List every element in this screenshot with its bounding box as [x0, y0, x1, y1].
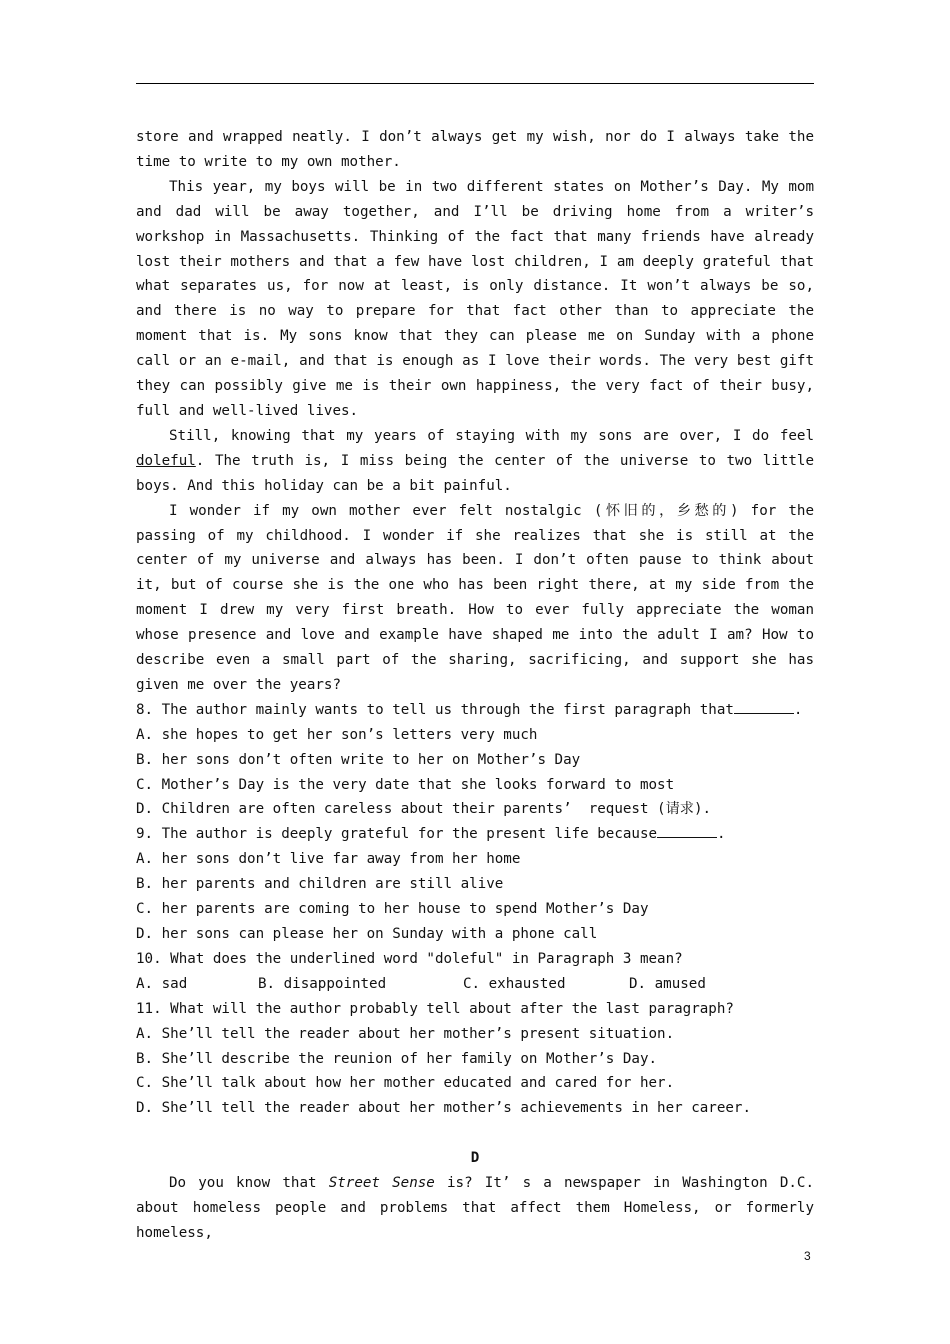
- option-8a: A. she hopes to get her son’s letters very much: [136, 726, 538, 743]
- option-9b: B. her parents and children are still alive: [136, 876, 504, 893]
- option-11a: A. She’ll tell the reader about her mother’s present situation.: [136, 1025, 675, 1042]
- option-11b: B. She’ll describe the reunion of her family on Mother’s Day.: [136, 1050, 658, 1067]
- section-d-lead: Do you know that: [169, 1175, 329, 1192]
- question-9: [136, 822, 814, 847]
- option-10b: B. disappointed: [258, 975, 387, 992]
- paragraph-3: [136, 424, 814, 499]
- option-10a: A. sad: [136, 975, 188, 992]
- page-number: 3: [804, 1249, 811, 1263]
- question-10: 10. What does the underlined word "doleful" in Paragraph 3 mean?: [136, 950, 683, 967]
- option-10d: D. amused: [629, 975, 706, 992]
- page-body: [136, 125, 814, 1246]
- paragraph-2: This year, my boys will be in two different states on Mother’s Day. My mom and dad will be away together, and I’ll be driving home from a writer’s workshop in Massachusetts. Thinking of the fact that many friends have already lost their mothers and that a few have lost children, I am deeply grateful that what separates us, for now at least, is only distance. It won’t always be so, and there is no way to prepare for that fact other than to appreciate the moment that is. My sons know that they can please me on Sunday with a phone call or an e-mail, and that is enough as I love their words. The very best gift they can possibly give me is their own happiness, the very fact of their busy, full and well-lived lives.: [136, 178, 814, 419]
- question-9-stem: 9. The author is deeply grateful for the present life because: [136, 826, 658, 843]
- question-11: 11. What will the author probably tell about after the last paragraph?: [136, 1000, 734, 1017]
- option-9c: C. her parents are coming to her house to spend Mother’s Day: [136, 901, 649, 918]
- question-8-stem: 8. The author mainly wants to tell us through the first paragraph that: [136, 701, 734, 718]
- answer-blank: [657, 825, 717, 839]
- paragraph-3-before: Still, knowing that my years of staying with my sons are over, I do feel: [169, 427, 814, 444]
- option-8d: D. Children are often careless about their parents’ request (请求).: [136, 801, 712, 818]
- question-8: [136, 698, 814, 723]
- section-d-paragraph: [136, 1171, 814, 1246]
- option-8c: C. Mother’s Day is the very date that she looks forward to most: [136, 776, 675, 793]
- option-11d: D. She’ll tell the reader about her mother’s achievements in her career.: [136, 1100, 751, 1117]
- option-10c: C. exhausted: [463, 975, 566, 992]
- section-d-rest: is? It’ s a newspaper in Washington D.C. about homeless people and problems that affect them Homeless, or formerly homeless,: [136, 1175, 814, 1241]
- question-9-end: .: [717, 826, 726, 843]
- paragraph-4: I wonder if my own mother ever felt nostalgic (怀旧的，乡愁的) for the passing of my childhood. I wonder if she realizes that she is still at the center of my universe and always has been. I don’t often pause to think about it, but of course she is the one who has been right there, at my side from the moment I drew my very first breath. How to ever fully appreciate the woman whose presence and love and example have shaped me into the adult I am? How to describe even a small part of the sharing, sacrificing, and support she has given me over the years?: [136, 502, 814, 693]
- option-9a: A. her sons don’t live far away from her home: [136, 851, 521, 868]
- answer-blank: [734, 700, 794, 714]
- paragraph-continued-line-1: store and wrapped neatly. I don’t always get my wish, nor do I always take the: [136, 129, 814, 145]
- question-10-options: [136, 972, 814, 997]
- option-9d: D. her sons can please her on Sunday with a phone call: [136, 926, 598, 942]
- paragraph-continued-line-2: time to write to my own mother.: [136, 153, 401, 170]
- header-rule: [136, 83, 814, 84]
- option-11c: C. She’ll talk about how her mother educated and cared for her.: [136, 1075, 675, 1092]
- question-8-end: .: [793, 701, 803, 718]
- section-d-heading: D: [470, 1150, 480, 1167]
- newspaper-title: Street Sense: [328, 1175, 435, 1192]
- paragraph-3-after: . The truth is, I miss being the center of the universe to two little boys. And this holiday can be a bit painful.: [136, 452, 814, 494]
- option-8b: B. her sons don’t often write to her on Mother’s Day: [136, 751, 581, 768]
- underlined-word-doleful: doleful: [136, 452, 196, 469]
